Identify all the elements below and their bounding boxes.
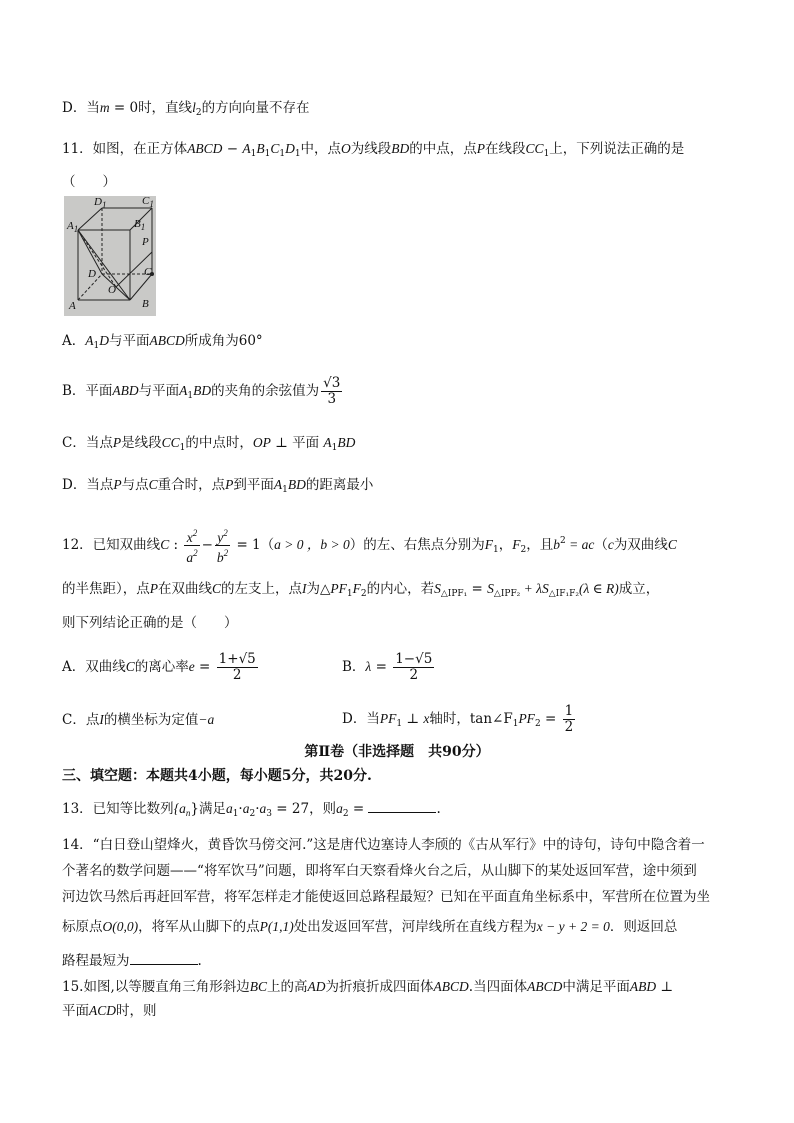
subscript: 1: [149, 199, 154, 209]
text: A．双曲线: [62, 659, 126, 675]
math: = 0: [109, 100, 139, 116]
text: 11．如图，在正方体: [62, 141, 188, 157]
math: ABCD: [433, 979, 469, 994]
math: =: [194, 659, 215, 675]
text: 平面: [62, 1003, 89, 1019]
math: C: [148, 477, 158, 492]
subscript: 1: [279, 149, 286, 159]
text: B．平面: [62, 383, 113, 399]
text: 是线段: [121, 435, 162, 451]
math: −a: [198, 712, 215, 727]
math: D: [99, 333, 109, 348]
label-a: A: [69, 300, 76, 312]
q12-option-d: D．当$PF_1$ ⊥ x轴时，$\tan\angle F_1PF_2$ = $\frac{1}{2}$: [342, 703, 574, 735]
text: 为: [306, 581, 321, 597]
text: 标原点: [62, 919, 103, 935]
numerator: 1+√5: [218, 651, 256, 667]
label-o: O: [108, 284, 116, 296]
text: 为双曲线: [613, 537, 668, 553]
q13: 13．已知等比数列$\{a_n\}$满足$a_1\cdot a_2\cdot a_3 = 27$，则$a_2$ = .: [62, 801, 441, 819]
math: P(1,1): [259, 919, 294, 934]
text: ，将军从山脚下的点: [138, 919, 260, 935]
text: ，: [498, 537, 513, 553]
subscript: 2: [195, 108, 202, 118]
q11-option-a: [62, 332, 263, 355]
fraction-y: [215, 526, 230, 565]
fraction: [393, 652, 434, 683]
math: y: [217, 530, 224, 545]
math: A: [273, 477, 283, 492]
text: 中，点: [300, 141, 342, 157]
numerator: 1−√5: [395, 651, 433, 667]
numerator: $y^2$: [215, 526, 230, 546]
math: ACD: [89, 1003, 116, 1018]
minus: −: [201, 537, 213, 553]
math: b: [216, 550, 224, 565]
math: BD: [337, 435, 356, 450]
cube-figure: [64, 196, 156, 316]
text: D．当: [62, 100, 100, 116]
math: ⊥: [656, 979, 674, 995]
text: 的方向向量不存在: [201, 100, 310, 116]
label-p: P: [142, 236, 149, 248]
math: F: [484, 537, 493, 552]
math: P: [225, 477, 234, 492]
math: ABD: [629, 979, 657, 994]
math: C: [160, 537, 170, 552]
math: C: [212, 581, 222, 596]
math: BC: [249, 979, 268, 994]
text: 处出发返回军营，河岸线所在直线方程为: [293, 919, 537, 935]
numerator: √3: [323, 375, 341, 391]
q14-line-2: 个著名的数学问题——“将军饮马”问题，即将军白天察看烽火台之后，从山脚下的某处返回军营，途中须到: [62, 863, 697, 879]
label-d1: [94, 196, 106, 210]
math: C: [667, 537, 677, 552]
label: D: [94, 196, 102, 208]
math: F: [512, 537, 521, 552]
edge-a1o: [78, 230, 116, 287]
q12-option-b: [342, 652, 436, 683]
text: 成立，: [618, 581, 660, 597]
math: I: [99, 712, 104, 727]
math: A: [242, 141, 251, 156]
text: 12．已知双曲线: [62, 537, 161, 553]
numerator: $x^2$: [184, 526, 199, 546]
text: .当四面体: [468, 979, 528, 995]
text: 的中点，点: [409, 141, 477, 157]
denominator: 2: [564, 719, 574, 735]
math: BD: [391, 141, 410, 156]
text: 的半焦距），点: [62, 581, 150, 597]
text: B．: [342, 659, 366, 675]
math: a > 0 ，b > 0: [274, 537, 350, 552]
q10-option-d: [62, 99, 310, 122]
denominator: 2: [409, 667, 419, 683]
text: D．当点: [62, 477, 114, 493]
text: .: [197, 953, 202, 969]
math: A: [179, 383, 188, 398]
math: B: [256, 141, 265, 156]
fraction-x: [184, 526, 199, 565]
text: 则下列结论正确的是（ ）: [62, 615, 238, 631]
text: 中满足平面: [562, 979, 630, 995]
label: C: [142, 195, 150, 207]
text: 轴时，: [429, 711, 470, 727]
math: ABD: [112, 383, 139, 398]
text: 13．已知等比数列: [62, 801, 174, 817]
math: :: [169, 537, 183, 553]
math: PF: [518, 711, 535, 726]
label-b: B: [142, 298, 149, 310]
label-b1: [134, 218, 145, 232]
math: λ: [365, 659, 372, 674]
text: 15.如图,以等腰直角三角形斜边: [62, 979, 250, 995]
math: ⊥ 平面: [270, 435, 324, 451]
q12-option-c: [62, 711, 214, 729]
math: x: [423, 711, 430, 726]
text: 为折痕折成四面体: [325, 979, 434, 995]
text: 的横坐标为定值: [103, 712, 199, 728]
text: 在双曲线: [158, 581, 212, 597]
math: ·: [238, 801, 243, 817]
q11-paren: [62, 173, 116, 191]
denominator: $a^2$: [186, 548, 198, 565]
q11-stem: [62, 140, 684, 163]
text: 与点: [121, 477, 149, 493]
math: BD: [287, 477, 306, 492]
math: AD: [307, 979, 326, 994]
text: 路程最短为: [62, 953, 130, 969]
math: A: [85, 333, 94, 348]
text: 时，则: [116, 1003, 157, 1019]
math: ⊥: [402, 711, 424, 727]
q14-line-3: 河边饮马然后再赶回军营，将军怎样走才能使返回总路程最短？已知在平面直角坐标系中，军营所在位置为坐: [62, 889, 710, 905]
math: C: [270, 141, 280, 156]
math: =: [348, 801, 369, 817]
math: tan∠F: [469, 711, 513, 727]
subscript: 1: [179, 443, 186, 453]
math: = ac: [565, 537, 595, 552]
q14-line-4: [62, 918, 677, 936]
math: P: [113, 477, 122, 492]
math: c: [607, 537, 614, 552]
math: m: [99, 100, 110, 115]
text: ．则返回总: [609, 919, 678, 935]
subscript: 1: [73, 224, 79, 234]
fraction: [217, 652, 258, 683]
label-a1: [67, 220, 78, 234]
math: P: [476, 141, 486, 156]
math: D: [285, 141, 295, 156]
math: x: [186, 530, 193, 545]
math: CC: [525, 141, 544, 156]
math: = 1（: [232, 537, 275, 553]
subscript: 1: [140, 222, 146, 232]
subscript: 1: [264, 149, 271, 159]
text: 的内心，若: [366, 581, 435, 597]
text: ，则: [309, 801, 337, 817]
math: C: [125, 659, 135, 674]
label: B: [134, 218, 141, 230]
q12-line-1: 12．已知双曲线C : $\frac{x^2}{a^2}$ − $\frac{y^2}{b^2}$ = 1（a > 0 ，b > 0）的左、右焦点分别为$F_1$，$F_2$，且$b^2 = ac(c$为双曲线C: [62, 528, 677, 565]
math: =: [467, 581, 488, 597]
text: 在线段: [485, 141, 526, 157]
subscript: 1: [250, 149, 257, 159]
fraction: [563, 704, 576, 735]
text: ）的左、右焦点分别为: [349, 537, 485, 553]
edge: [78, 208, 102, 230]
math: a: [336, 801, 343, 816]
q15-line-2: [62, 1002, 157, 1020]
math: I: [302, 581, 307, 596]
math: = 27: [271, 801, 310, 817]
text: 的左支上，点: [221, 581, 303, 597]
text: 时，直线: [138, 100, 193, 116]
text: 为线段: [350, 141, 392, 157]
text: 的中点时，: [185, 435, 253, 451]
text: 与平面: [138, 383, 180, 399]
math: ABCD: [527, 979, 563, 994]
math: ABCD: [187, 141, 223, 156]
math: a: [186, 550, 194, 565]
label-c: C: [144, 266, 152, 278]
text: A．: [62, 333, 86, 349]
label-d: D: [88, 268, 96, 280]
math: P: [149, 581, 158, 596]
label: A: [67, 220, 74, 232]
denominator: 3: [327, 391, 337, 407]
subscript: 1: [187, 391, 194, 401]
math: P: [112, 435, 122, 450]
text: 所成角为: [184, 333, 239, 349]
denominator: 2: [232, 667, 242, 683]
q11-option-b: [62, 376, 344, 407]
label-c1: [142, 195, 154, 209]
text: ，且: [526, 537, 554, 553]
text: （ ）: [62, 174, 116, 190]
math: {a: [173, 801, 186, 816]
text: 到平面: [233, 477, 274, 493]
denominator: $b^2$: [216, 548, 229, 565]
math: O(0,0): [102, 919, 139, 934]
text: 重合时，点: [157, 477, 226, 493]
math: BD: [193, 383, 212, 398]
math: a: [225, 801, 233, 816]
math: −: [222, 141, 243, 157]
answer-blank[interactable]: [130, 952, 198, 965]
section-ii-title: 第Ⅱ卷（非选择题 共90分）: [304, 744, 490, 760]
text: （: [594, 537, 608, 553]
numerator: 1: [564, 703, 574, 719]
text: 上，下列说法正确的是: [549, 141, 685, 157]
math: x − y + 2 = 0: [536, 919, 610, 934]
math: =: [371, 659, 392, 675]
q12-option-a: [62, 652, 260, 683]
subscript: 1: [294, 149, 301, 159]
math: CC: [161, 435, 180, 450]
subscript: 1: [543, 149, 550, 159]
math: (λ ∈ R): [578, 581, 619, 596]
q12-line-3: [62, 614, 238, 632]
math: e: [188, 659, 195, 674]
subscript: 1: [93, 341, 100, 351]
math: 60°: [238, 333, 263, 349]
math: △PF: [320, 581, 347, 596]
math: OP: [252, 435, 271, 450]
math: ABCD: [149, 333, 185, 348]
q14-line-1: 14．“白日登山望烽火，黄昏饮马傍交河.”这是唐代边塞诗人李颀的《古从军行》中的诗句，诗句中隐含着一: [62, 837, 705, 853]
text: .: [436, 801, 441, 817]
math: A: [323, 435, 332, 450]
q14-line-5: [62, 952, 202, 970]
text: C．当点: [62, 435, 113, 451]
subscript: 1: [331, 443, 338, 453]
fraction: [321, 376, 342, 407]
math: + λ: [520, 581, 543, 596]
text: 与平面: [108, 333, 150, 349]
edge-a1b: [78, 230, 130, 300]
text: 上的高: [267, 979, 308, 995]
text: D．当: [342, 711, 380, 727]
text: 的夹角的余弦值为: [211, 383, 320, 399]
math: O: [341, 141, 351, 156]
q12-line-2: 的半焦距），点P在双曲线C的左支上，点I为$\triangle PF_1F_2$的内心，若$S_{\triangle IPF_1} = S_{\triangle IPF_2} + \lambda S_{\triangle IF_1F_2}(\lambda$ ∈ R)成立，: [62, 581, 660, 599]
q11-option-c: [62, 434, 355, 457]
math: =: [540, 711, 561, 727]
subscript: 1: [282, 485, 288, 495]
text: 满足: [198, 801, 226, 817]
text: C．点: [62, 712, 100, 728]
math: }: [190, 801, 199, 817]
math: S: [434, 581, 441, 596]
q11-option-d: [62, 476, 373, 499]
q15-line-1: [62, 978, 673, 996]
answer-blank[interactable]: [368, 800, 436, 813]
math: PF: [379, 711, 397, 726]
subscript: 1: [101, 200, 107, 210]
math: b: [553, 537, 560, 552]
math: l: [192, 100, 196, 115]
text: 的距离最小: [305, 477, 374, 493]
section-3-title: 三、填空题：本题共4小题，每小题5分，共20分.: [62, 768, 372, 784]
text: 的离心率: [134, 659, 189, 675]
